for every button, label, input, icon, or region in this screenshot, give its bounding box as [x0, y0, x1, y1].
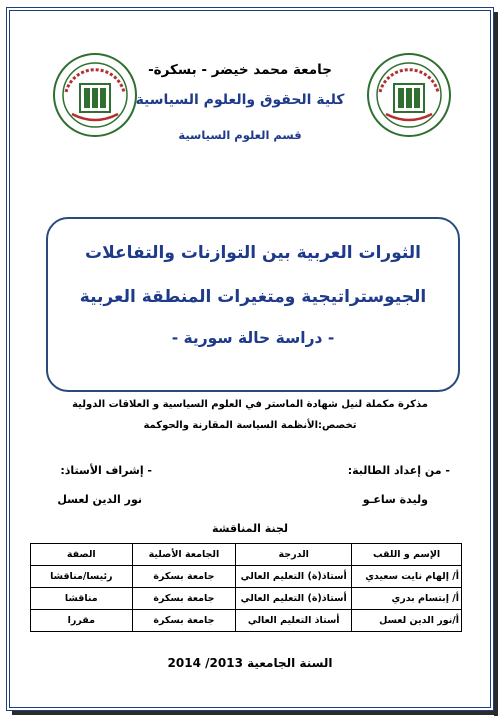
academic-year: السنة الجامعية 2013/ 2014 — [167, 656, 333, 670]
header-university: الجامعة الأصلية — [132, 544, 236, 566]
thesis-title-line-2: الجيوستراتيجية ومتغيرات المنطقة العربية — [79, 287, 427, 307]
committee-title: لجنة المناقشة — [211, 522, 288, 535]
memo-degree-line: مذكرة مكملة لنيل شهادة الماستر في العلوم السياسية و العلاقات الدولية — [72, 399, 428, 410]
member-name: أ/نور الدين لعسل — [352, 610, 462, 632]
member-rank: أستاذ(ة) التعليم العالي — [236, 566, 352, 588]
student-label: - من إعداد الطالبة: — [347, 464, 450, 477]
university-logo-left — [366, 52, 452, 138]
committee-table-header — [31, 544, 462, 566]
member-role: رئيسا/مناقشا — [31, 566, 133, 588]
thesis-title-line-1: الثورات العربية بين التوازنات والتفاعلات — [84, 243, 422, 263]
member-university: جامعة بسكرة — [132, 588, 236, 610]
member-rank: أستاذ(ة) التعليم العالي — [236, 588, 352, 610]
member-university: جامعة بسكرة — [132, 610, 236, 632]
page-shadow-bottom — [12, 711, 498, 715]
supervisor-label: - إشراف الأستاذ: — [60, 464, 152, 477]
student-name: وليدة ساعـو — [362, 493, 428, 506]
table-row — [31, 588, 462, 610]
table-row — [31, 566, 462, 588]
member-name: أ/ إبتسام بدري — [352, 588, 462, 610]
page-shadow-right — [494, 12, 498, 716]
table-row — [31, 610, 462, 632]
header-rank: الدرجة — [236, 544, 352, 566]
thesis-subtitle: - دراسة حالة سورية - — [171, 329, 335, 347]
faculty-name: كلية الحقوق والعلوم السياسية — [135, 92, 345, 108]
member-rank: أستاذ التعليم العالي — [236, 610, 352, 632]
university-name: جامعة محمد خيضر - بسكرة- — [148, 62, 332, 78]
header-name: الإسم و اللقب — [352, 544, 462, 566]
member-role: مناقشا — [31, 588, 133, 610]
header-role: الصفة — [31, 544, 133, 566]
supervisor-name: نور الدين لعسل — [57, 493, 142, 506]
member-university: جامعة بسكرة — [132, 566, 236, 588]
memo-specialty-line: تخصص:الأنظمة السياسة المقارنة والحوكمة — [143, 420, 357, 431]
member-name: أ/ إلهام نايت سعيدي — [352, 566, 462, 588]
department-name: قسم العلوم السياسية — [178, 128, 302, 142]
committee-table — [30, 543, 462, 632]
thesis-title-box — [46, 217, 460, 392]
member-role: مقررا — [31, 610, 133, 632]
